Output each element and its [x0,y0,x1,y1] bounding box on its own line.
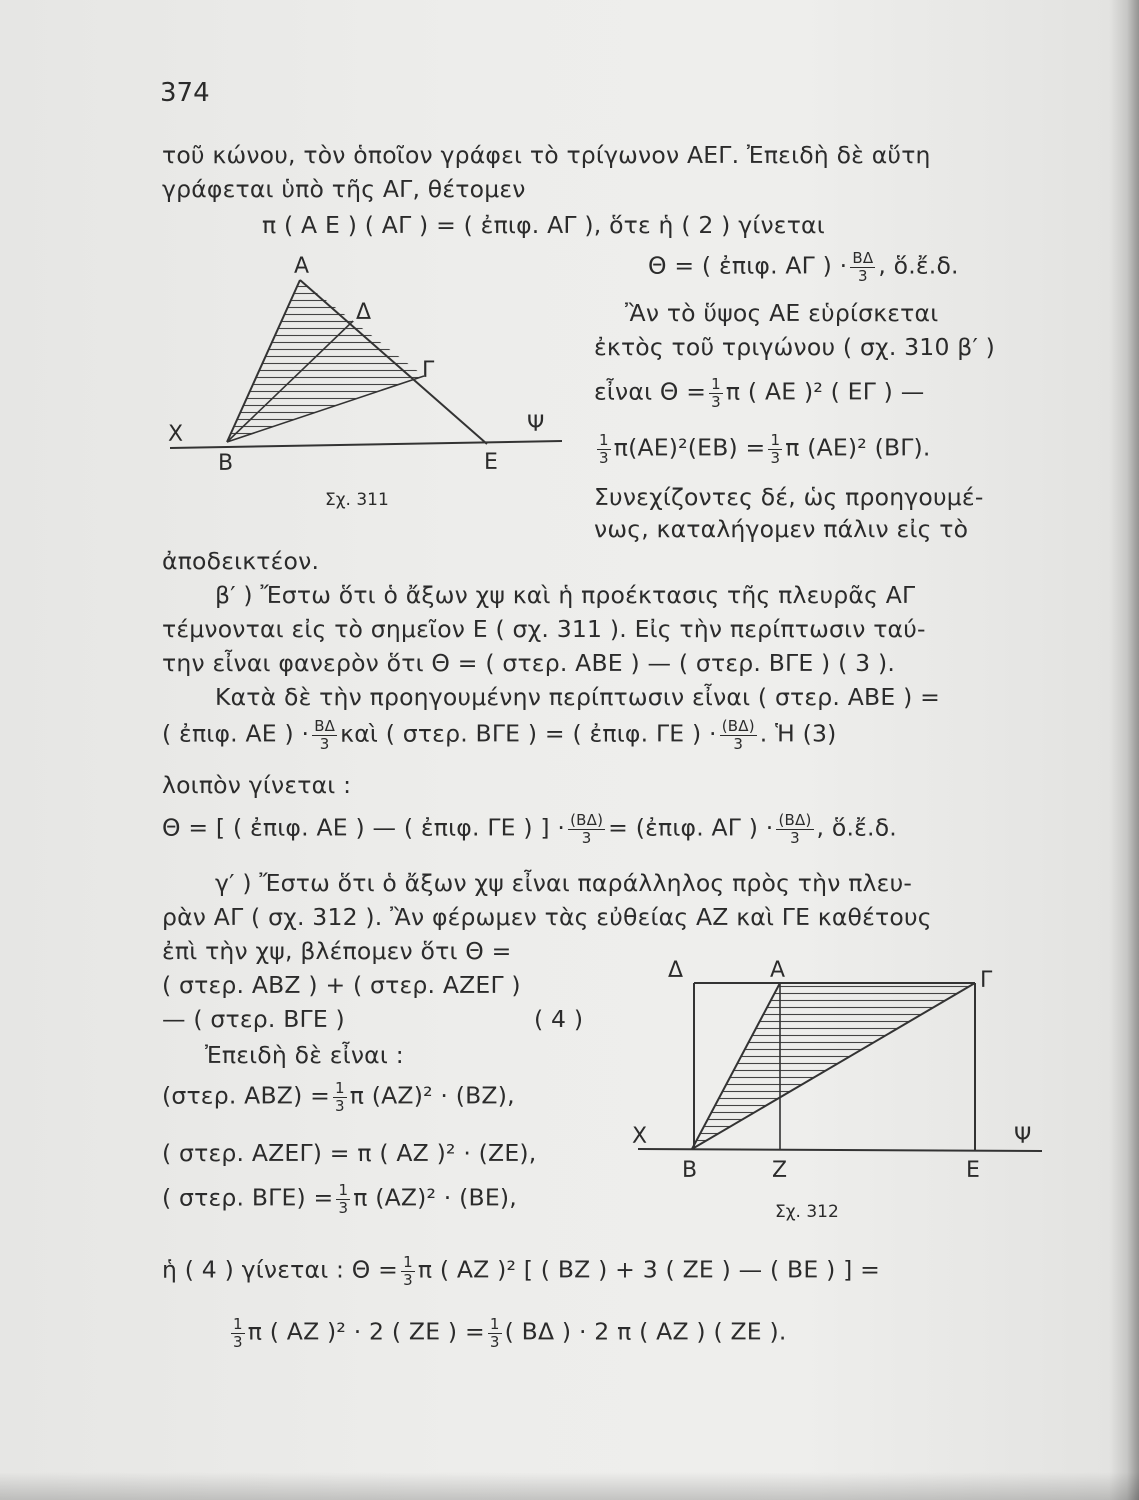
label-Psi: Ψ [527,412,545,437]
label-X: Χ [632,1124,648,1149]
fraction-denominator: 3 [733,734,744,753]
fraction-denominator: 3 [338,1198,349,1217]
label-G: Γ [980,968,993,993]
fraction [568,812,605,846]
text-line: ἐκτὸς τοῦ τριγώνου ( σχ. 310 β′ ) [594,333,996,361]
fraction-denominator: 3 [857,266,868,285]
fraction [709,376,723,410]
formula-text: = (ἐπιφ. ΑΓ ) · [608,813,774,842]
fraction [720,718,757,752]
label-X: Χ [168,422,184,447]
formula-line [594,376,924,410]
formula-text: π ( ΑΖ )² · 2 ( ΖΕ ) = [247,1317,485,1346]
formula-text: (στερ. ΑΒΖ) = [162,1081,330,1110]
text-line: — ( στερ. ΒΓΕ ) [162,1005,345,1033]
text-line: Ἂν τὸ ὕψος ΑΕ εὑρίσκεται [625,299,939,327]
fraction-denominator: 3 [790,828,800,847]
fraction-numerator: 1 [233,1315,243,1333]
figure-312 [620,955,1060,1230]
figure-caption: Σχ. 312 [775,1202,839,1222]
formula-text: π (ΑΖ)² · (ΒΕ), [353,1183,517,1212]
fraction [333,1080,347,1114]
fraction-denominator: 3 [770,448,781,467]
text-line: γ′ ) Ἔστω ὅτι ὁ ἄξων χψ εἶναι παράλληλος πρὸς τὴν πλευ- [215,869,913,897]
fraction-denominator: 3 [599,448,609,467]
fraction-denominator: 3 [233,1332,243,1351]
fraction-denominator: 3 [319,734,330,753]
label-D: Δ [356,300,372,325]
formula-text: π (ΑΕ)² (ΒΓ). [785,433,931,462]
formula-text: εἶναι Θ = [594,377,707,406]
formula-text: π(ΑΕ)²(ΕΒ) = [613,433,766,462]
fraction [597,432,611,466]
fraction-numerator: (ΒΔ) [570,811,604,829]
fraction-denominator: 3 [403,1270,413,1289]
formula-line [162,812,897,846]
fraction [850,250,875,284]
formula-text: Θ = [ ( ἐπιφ. ΑΕ ) — ( ἐπιφ. ΓΕ ) ] · [162,813,566,842]
fraction-numerator: (ΒΔ) [778,811,812,829]
formula-line [228,1316,787,1350]
axis-line [638,1149,1042,1151]
formula-text: , ὅ.ἔ.δ. [878,251,959,280]
fraction-numerator: 1 [335,1079,345,1097]
fraction-numerator: 1 [403,1253,413,1271]
text-line: νως, καταλήγομεν πάλιν εἰς τὸ [594,515,969,543]
label-E: Ε [966,1158,980,1183]
text-line: ( στερ. ΑΖΕΓ) = π ( ΑΖ )² · (ΖΕ), [162,1139,537,1167]
text-line: Ἐπειδὴ δὲ εἶναι : [205,1041,404,1069]
label-B: Β [218,451,234,476]
formula-line [162,1254,880,1288]
fraction [776,812,813,846]
formula-line [162,718,836,752]
text-line: β′ ) Ἔστω ὅτι ὁ ἄξων χψ καὶ ἡ προέκτασις τῆς πλευρᾶς ΑΓ [215,581,916,609]
text-line: ἐπὶ τὴν χψ, βλέπομεν ὅτι Θ = [162,937,512,965]
figure-caption: Σχ. 311 [325,490,389,510]
label-A: Α [294,255,310,279]
formula-text: ( ΒΔ ) · 2 π ( ΑΖ ) ( ΖΕ ). [504,1317,787,1346]
fraction [401,1254,415,1288]
fraction [768,432,782,466]
label-Z: Ζ [772,1158,788,1183]
formula-text: . Ἡ (3) [759,719,837,748]
formula-text: , ὅ.ἔ.δ. [816,813,897,842]
fraction-numerator: 1 [599,431,609,449]
text-line: ( στερ. ΑΒΖ ) + ( στερ. ΑΖΕΓ ) [162,971,521,999]
label-B: Β [682,1158,698,1183]
label-D: Δ [668,958,684,983]
formula-line [594,432,931,466]
label-E: Ε [484,450,498,475]
formula-text: Θ = ( ἐπιφ. ΑΓ ) · [648,251,848,280]
formula-text: ἡ ( 4 ) γίνεται : Θ = [162,1255,399,1284]
fraction-denominator: 3 [581,828,592,847]
figure-311 [160,255,580,515]
text-line: π ( Α Ε ) ( ΑΓ ) = ( ἐπιφ. ΑΓ ), ὅτε ἡ ( 2 ) γίνεται [262,211,825,239]
fraction-numerator: 1 [770,431,781,449]
formula-text: ( στερ. ΒΓΕ) = [162,1183,334,1212]
formula-line [162,1182,517,1216]
formula-text: π ( ΑΖ )² [ ( ΒΖ ) + 3 ( ΖΕ ) — ( ΒΕ ) ] = [417,1255,881,1284]
shaded-triangle [227,280,424,442]
page-bottom-shadow [0,1472,1139,1500]
label-A: Α [770,958,786,983]
text-line: ἀποδεικτέον. [162,547,320,575]
fraction-numerator: 1 [711,375,721,393]
fraction-denominator: 3 [335,1096,345,1115]
text-line: την εἶναι φανερὸν ὅτι Θ = ( στερ. ΑΒΕ ) — ( στερ. ΒΓΕ ) ( 3 ). [162,649,895,677]
fraction-numerator: 1 [338,1181,349,1199]
fraction-numerator: 1 [489,1315,500,1333]
fraction-numerator: ΒΔ [852,249,874,267]
fraction-denominator: 3 [711,392,721,411]
formula-text: καὶ ( στερ. ΒΓΕ ) = ( ἐπιφ. ΓΕ ) · [340,719,717,748]
formula-text: ( ἐπιφ. ΑΕ ) · [162,719,310,748]
formula-line [648,250,959,284]
fraction-numerator: ΒΔ [314,717,336,735]
page-edge-shadow [1109,0,1139,1500]
label-G: Γ [422,358,435,383]
text-line: Συνεχίζοντες δέ, ὡς προηγουμέ- [594,483,984,511]
fraction-denominator: 3 [489,1332,500,1351]
formula-text: π (ΑΖ)² · (ΒΖ), [349,1081,515,1110]
equation-number: ( 4 ) [534,1005,584,1033]
formula-line [162,1080,515,1114]
text-line: Κατὰ δὲ τὴν προηγουμένην περίπτωσιν εἶναι ( στερ. ΑΒΕ ) = [215,683,941,711]
fraction [231,1316,245,1350]
text-line: ρὰν ΑΓ ( σχ. 312 ). Ἂν φέρωμεν τὰς εὐθείας ΑΖ καὶ ΓΕ καθέτους [162,903,932,931]
label-Psi: Ψ [1014,1124,1032,1149]
fraction [312,718,337,752]
text-line: λοιπὸν γίνεται : [162,771,352,799]
fraction-numerator: (ΒΔ) [721,717,755,735]
page-number: 374 [160,78,210,108]
text-line: τέμνονται εἰς τὸ σημεῖον Ε ( σχ. 311 ). Εἰς τὴν περίπτωσιν ταύ- [162,615,926,643]
text-line: γράφεται ὑπὸ τῆς ΑΓ, θέτομεν [162,175,526,203]
text-line: τοῦ κώνου, τὸν ὁποῖον γράφει τὸ τρίγωνον ΑΕΓ. Ἐπειδὴ δὲ αὕτη [162,141,931,169]
fraction [336,1182,350,1216]
formula-text: π ( ΑΕ )² ( ΕΓ ) — [725,377,925,406]
fraction [488,1316,502,1350]
